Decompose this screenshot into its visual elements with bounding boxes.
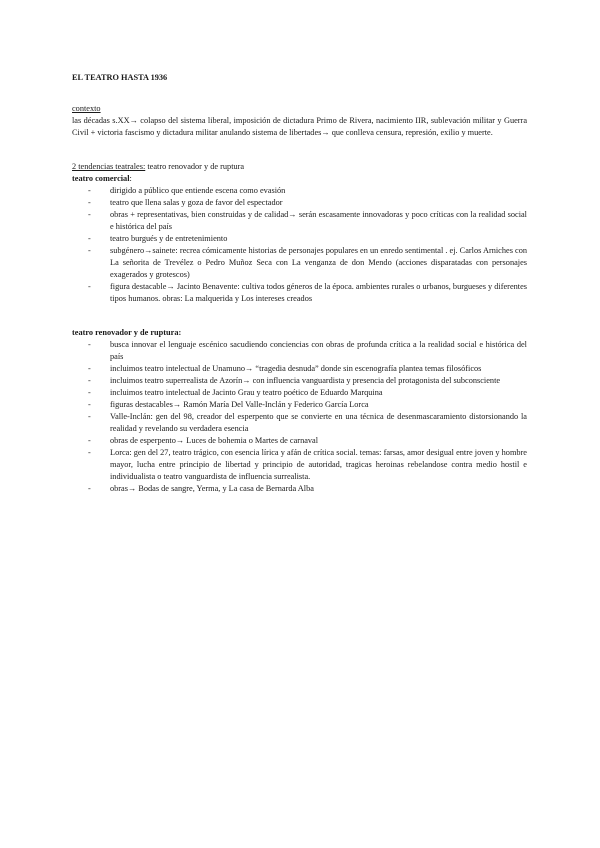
comercial-heading: teatro comercial: [72, 174, 130, 183]
tendencias-heading: 2 tendencias teatrales:: [72, 162, 146, 171]
renovador-list: [72, 339, 527, 495]
contexto-heading-text: contexto: [72, 104, 101, 113]
tendencias-line: [72, 161, 527, 173]
list-item: - teatro burgués y de entretenimiento: [72, 233, 527, 245]
contexto-heading: [72, 103, 527, 115]
comercial-heading-line: [72, 173, 527, 185]
list-item: - incluimos teatro superrealista de Azorín→ con influencia vanguardista y presencia del protagonista del subconsciente: [72, 375, 527, 387]
contexto-paragraph: las décadas s.XX→ colapso del sistema liberal, imposición de dictadura Primo de Rivera, nacimiento IIR, sublevación militar y Guerra Civil + victoria fascismo y dictadura militar anulando sistema de libertades→ que conlleva censura, represión, exilio y muerte.: [72, 116, 527, 137]
list-item: - subgénero→sainete: recrea cómicamente historias de personajes populares en un enredo sentimental . ej. Carlos Arniches con La señorita de Trevélez o Pedro Muñoz Seca con La venganza de don Mendo (acciones disparatadas con personajes exagerados y grotescos): [72, 245, 527, 281]
list-item: - obras→ Bodas de sangre, Yerma, y La casa de Bernarda Alba: [72, 483, 527, 495]
spacer: [72, 139, 527, 161]
comercial-heading-colon: :: [129, 174, 132, 183]
list-item: - figura destacable→ Jacinto Benavente: cultiva todos géneros de la época. ambientes rurales o urbanos, burgueses y diferentes tipos humanos. obras: La malquerida y Los intereses creados: [72, 281, 527, 305]
list-item: - teatro que llena salas y goza de favor del espectador: [72, 197, 527, 209]
list-item: - figuras destacables→ Ramón María Del Valle-Inclán y Federico García Lorca: [72, 399, 527, 411]
list-item: - Lorca: gen del 27, teatro trágico, con esencia lírica y afán de crítica social. temas: farsas, amor desigual entre joven y hombre mayor, lucha entre principio de libertad y principio de autoridad, tragicas heroinas rebelandose contra medio hostil e individualista o teatro vanguardista de influencia surrealista.: [72, 447, 527, 483]
document-title: EL TEATRO HASTA 1936: [72, 73, 168, 82]
list-item: - busca innovar el lenguaje escénico sacudiendo conciencias con obras de profunda crítica a la realidad social e histórica del país: [72, 339, 527, 363]
list-item: - obras de esperpento→ Luces de bohemia o Martes de carnaval: [72, 435, 527, 447]
tendencias-text: teatro renovador y de ruptura: [145, 162, 245, 171]
list-item: - obras + representativas, bien construidas y de calidad→ serán escasamente innovadoras y poco críticas con la realidad social e histórica del país: [72, 209, 527, 233]
spacer: [72, 305, 527, 327]
list-item: - Valle-Inclán: gen del 98, creador del esperpento que se convierte en una técnica de desenmascaramiento distorsionando la realidad y revelando su verdadera esencia: [72, 411, 527, 435]
document-page: [72, 72, 527, 495]
list-item: - incluimos teatro intelectual de Jacinto Grau y teatro poético de Eduardo Marquina: [72, 387, 527, 399]
list-item: - incluimos teatro intelectual de Unamuno→ “tragedia desnuda” donde sin escenografía plantea temas filosóficos: [72, 363, 527, 375]
list-item: - dirigido a público que entiende escena como evasión: [72, 185, 527, 197]
renovador-heading: teatro renovador y de ruptura:: [72, 328, 182, 337]
comercial-list: [72, 185, 527, 305]
